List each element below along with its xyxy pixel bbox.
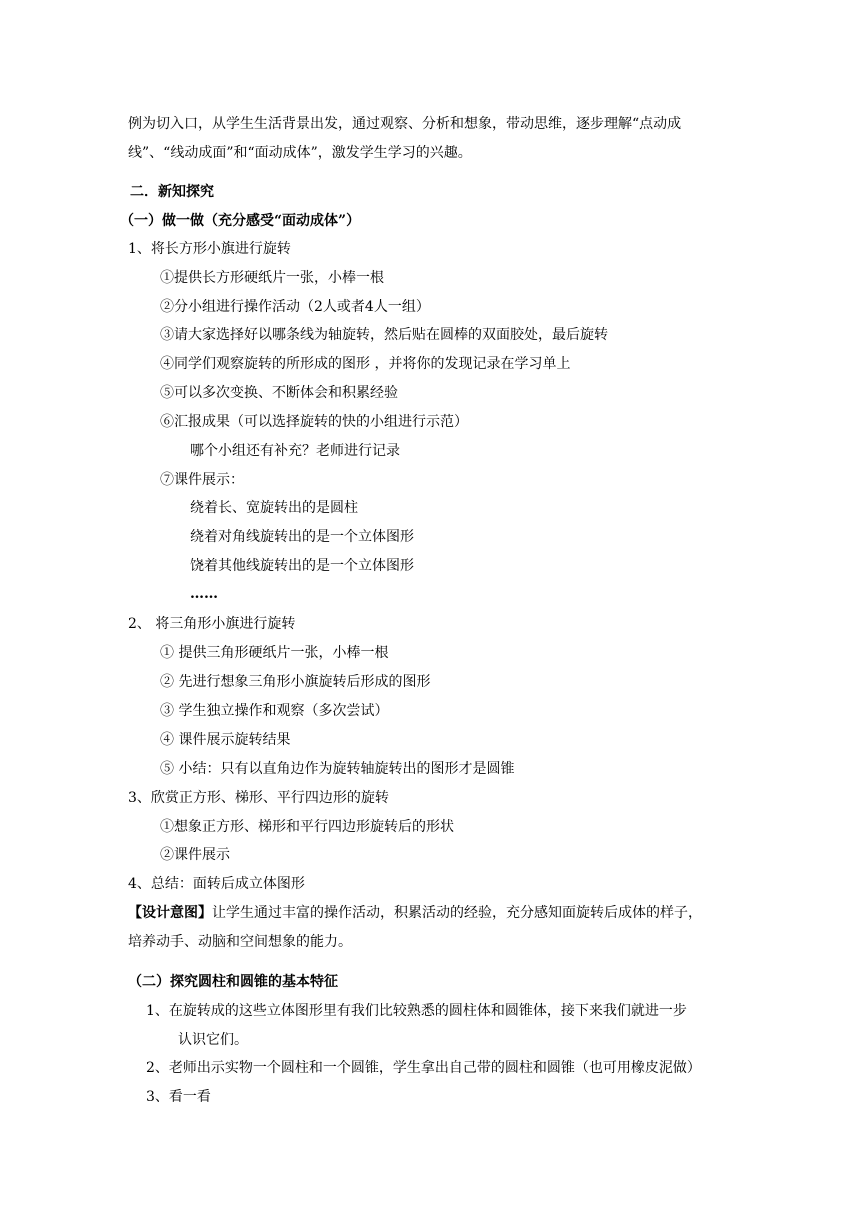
step-item: ③ 学生独立操作和观察（多次尝试） — [160, 703, 389, 719]
step-item: 绕着对角线旋转出的是一个立体图形 — [190, 529, 414, 545]
step-item: 绕着长、宽旋转出的是圆柱 — [190, 500, 358, 516]
step-item: ②分小组进行操作活动（2人或者4人一组） — [160, 299, 430, 315]
explore-item-3: 3、看一看 — [146, 1089, 211, 1105]
step-item: 哪个小组还有补充？老师进行记录 — [190, 443, 400, 459]
explore-item-1-line-1: 1、在旋转成的这些立体图形里有我们比较熟悉的圆柱体和圆锥体，接下来我们就进一步 — [146, 1003, 687, 1019]
step-item: ③请大家选择好以哪条线为轴旋转，然后贴在圆棒的双面胶处，最后旋转 — [160, 327, 608, 343]
item-triangle-flag-title: 2、 将三角形小旗进行旋转 — [128, 616, 296, 632]
design-intent-text: 让学生通过丰富的操作活动，积累活动的经验，充分感知面旋转后成体的样子， — [212, 905, 702, 921]
step-item: ②课件展示 — [160, 847, 230, 863]
step-item: ⑤可以多次变换、不断体会和积累经验 — [160, 385, 398, 401]
item-appreciate-rotation-title: 3、欣赏正方形、梯形、平行四边形的旋转 — [128, 790, 389, 806]
intro-line-1: 例为切入口，从学生生活背景出发，通过观察、分析和想象，带动思维，逐步理解“点动成 — [128, 116, 682, 132]
subsection-heading-do-it: （一）做一做（充分感受“面动成体”） — [120, 213, 361, 229]
step-item: ④同学们观察旋转的所形成的图形 ，并将你的发现记录在学习单上 — [160, 356, 571, 372]
intro-line-2: 线”、“线动成面”和“面动成体”，激发学生学习的兴趣。 — [128, 145, 472, 161]
explore-item-2: 2、老师出示实物一个圆柱和一个圆锥，学生拿出自己带的圆柱和圆锥（也可用橡皮泥做） — [146, 1060, 701, 1076]
subsection-heading-explore-features: （二）探究圆柱和圆锥的基本特征 — [128, 974, 338, 990]
step-item: ⑤ 小结：只有以直角边作为旋转轴旋转出的图形才是圆锥 — [160, 761, 515, 777]
ellipsis: …… — [190, 586, 218, 602]
section-heading-new-knowledge: 二．新知探究 — [130, 184, 214, 200]
design-intent-line-1 — [128, 903, 702, 923]
step-item: ①想象正方形、梯形和平行四边形旋转后的形状 — [160, 819, 454, 835]
step-item: ⑥汇报成果（可以选择旋转的快的小组进行示范） — [160, 414, 468, 430]
design-intent-label: 【设计意图】 — [128, 905, 212, 921]
explore-item-1-line-2: 认识它们。 — [178, 1032, 248, 1048]
step-item: ⑦课件展示： — [160, 472, 244, 488]
item-rectangle-flag-title: 1、将长方形小旗进行旋转 — [128, 241, 291, 257]
step-item: ④ 课件展示旋转结果 — [160, 732, 291, 748]
design-intent-line-2: 培养动手、动脑和空间想象的能力。 — [128, 934, 352, 950]
step-item: ①提供长方形硬纸片一张，小棒一根 — [160, 270, 384, 286]
step-item: ① 提供三角形硬纸片一张，小棒一根 — [160, 645, 389, 661]
step-item: 饶着其他线旋转出的是一个立体图形 — [190, 558, 414, 574]
item-summary-title: 4、总结：面转后成立体图形 — [128, 876, 305, 892]
step-item: ② 先进行想象三角形小旗旋转后形成的图形 — [160, 674, 431, 690]
